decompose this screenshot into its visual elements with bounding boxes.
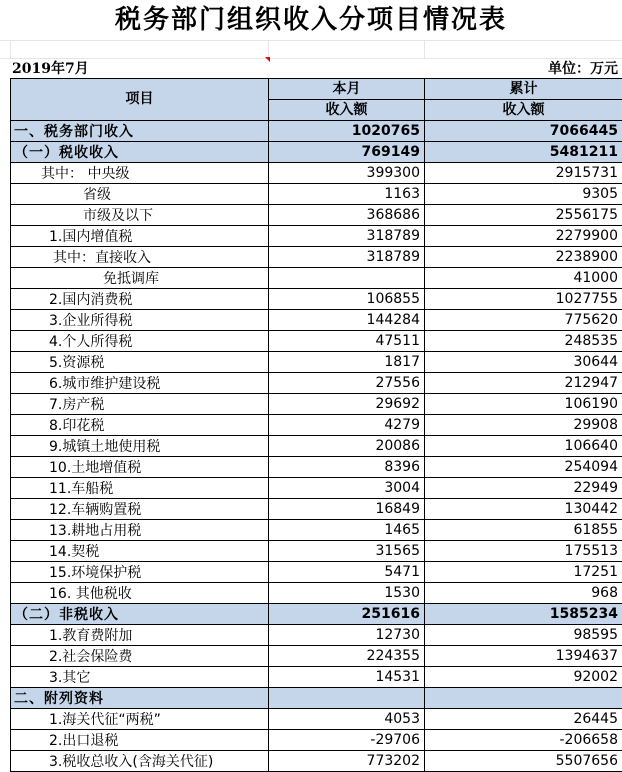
table-row [11,289,622,310]
cumulative-value-cell[interactable]: 175513 [425,541,622,562]
row-label-cell[interactable]: 1.教育费附加 [11,625,269,646]
table-row [11,457,622,478]
cumulative-value-cell[interactable]: 130442 [425,499,622,520]
month-value-cell[interactable]: 27556 [269,373,425,394]
unit-label: 单位：万元 [548,61,618,77]
report-period: 2019年7月 [12,61,89,77]
month-value-cell[interactable]: 144284 [269,310,425,331]
cumulative-value-cell[interactable]: 2556175 [425,205,622,226]
month-value-cell[interactable]: 14531 [269,667,425,688]
row-label-cell[interactable]: 二、附列资料 [11,688,269,709]
month-value-cell[interactable]: 20086 [269,436,425,457]
row-label-cell[interactable]: 12.车辆购置税 [11,499,269,520]
table-row [11,688,622,709]
cumulative-value-cell[interactable]: 254094 [425,457,622,478]
month-value-cell[interactable]: 47511 [269,331,425,352]
table-row [11,520,622,541]
cumulative-value-cell[interactable]: 2915731 [425,163,622,184]
table-row [11,730,622,751]
cumulative-value-cell[interactable]: 106190 [425,394,622,415]
cumulative-value-cell[interactable]: 9305 [425,184,622,205]
cumulative-value-cell[interactable]: 7066445 [425,121,622,142]
cumulative-value-cell[interactable]: 61855 [425,520,622,541]
row-label-cell[interactable]: 7.房产税 [11,394,269,415]
month-value-cell[interactable]: 16849 [269,499,425,520]
table-row [11,751,622,772]
cumulative-value-cell[interactable]: 1585234 [425,604,622,625]
table-row [11,541,622,562]
cumulative-value-cell[interactable]: 968 [425,583,622,604]
table-row [11,205,622,226]
sheet-title: 税务部门组织收入分项目情况表 [114,5,507,35]
row-label-cell[interactable]: 其中：直接收入 [11,247,269,268]
table-row [11,583,622,604]
month-value-cell[interactable]: 769149 [269,142,425,163]
cumulative-value-cell[interactable]: 2279900 [425,226,622,247]
row-label-cell[interactable]: 2.社会保险费 [11,646,269,667]
cumulative-value-cell[interactable]: 17251 [425,562,622,583]
grid-line [10,40,11,59]
month-value-cell[interactable]: 106855 [269,289,425,310]
table-row [11,226,622,247]
table-row [11,373,622,394]
row-label-cell[interactable]: 免抵调库 [11,268,269,289]
month-value-cell[interactable]: 773202 [269,751,425,772]
month-value-cell[interactable] [269,268,425,289]
table-row [11,394,622,415]
cumulative-value-cell[interactable]: 41000 [425,268,622,289]
table-body [11,121,622,772]
row-label-cell[interactable]: 15.环境保护税 [11,562,269,583]
table-row [11,415,622,436]
row-label-cell[interactable]: 14.契税 [11,541,269,562]
cumulative-value-cell[interactable] [425,688,622,709]
table-row [11,247,622,268]
month-value-cell[interactable]: 8396 [269,457,425,478]
month-value-cell[interactable]: 1020765 [269,121,425,142]
month-value-cell[interactable]: 3004 [269,478,425,499]
cumulative-value-cell[interactable]: 5507656 [425,751,622,772]
table-row [11,352,622,373]
table-row [11,436,622,457]
cumulative-value-cell[interactable]: 212947 [425,373,622,394]
cumulative-value-cell[interactable]: 22949 [425,478,622,499]
table-row [11,667,622,688]
month-value-cell[interactable]: -29706 [269,730,425,751]
column-header-item: 项目 [11,79,269,121]
month-value-cell[interactable]: 29692 [269,394,425,415]
month-value-cell[interactable]: 4053 [269,709,425,730]
cumulative-value-cell[interactable]: 29908 [425,415,622,436]
month-value-cell[interactable]: 1163 [269,184,425,205]
month-value-cell[interactable]: 12730 [269,625,425,646]
month-value-cell[interactable]: 1530 [269,583,425,604]
table-row [11,184,622,205]
column-header-cum-bottom: 收入额 [425,100,622,121]
row-label-cell[interactable]: 3.企业所得税 [11,310,269,331]
cumulative-value-cell[interactable]: 1394637 [425,646,622,667]
table-row [11,562,622,583]
row-label-cell[interactable]: 10.土地增值税 [11,457,269,478]
row-label-cell[interactable]: （一）税收收入 [11,142,269,163]
column-header-month-top: 本月 [269,79,425,100]
row-label-cell[interactable]: 一、税务部门收入 [11,121,269,142]
row-label-cell[interactable]: 1.海关代征“两税” [11,709,269,730]
row-label-cell[interactable]: 2.出口退税 [11,730,269,751]
row-label-cell[interactable]: 9.城镇土地使用税 [11,436,269,457]
row-label-cell[interactable]: 16. 其他税收 [11,583,269,604]
table-row [11,163,622,184]
month-value-cell[interactable]: 4279 [269,415,425,436]
month-value-cell[interactable]: 318789 [269,226,425,247]
table-row [11,604,622,625]
table-row [11,478,622,499]
row-label-cell[interactable]: 其中： 中央级 [11,163,269,184]
column-header-month-bottom: 收入额 [269,100,425,121]
row-label-cell[interactable]: （二）非税收入 [11,604,269,625]
cumulative-value-cell[interactable]: 775620 [425,310,622,331]
table-row [11,646,622,667]
month-value-cell[interactable]: 1817 [269,352,425,373]
cumulative-value-cell[interactable]: 1027755 [425,289,622,310]
row-label-cell[interactable]: 市级及以下 [11,205,269,226]
grid-line [0,40,622,41]
cumulative-value-cell[interactable]: 106640 [425,436,622,457]
month-value-cell[interactable]: 31565 [269,541,425,562]
cumulative-value-cell[interactable]: 5481211 [425,142,622,163]
grid-line [424,40,425,59]
cumulative-value-cell[interactable]: 2238900 [425,247,622,268]
table-row [11,331,622,352]
meta-row [0,58,622,76]
month-value-cell[interactable]: 1465 [269,520,425,541]
month-value-cell[interactable]: 224355 [269,646,425,667]
table-row [11,142,622,163]
row-label-cell[interactable]: 1.国内增值税 [11,226,269,247]
row-label-cell[interactable]: 3.税收总收入(含海关代征) [11,751,269,772]
row-label-cell[interactable]: 8.印花税 [11,415,269,436]
table-row [11,625,622,646]
month-value-cell[interactable]: 5471 [269,562,425,583]
row-label-cell[interactable]: 13.耕地占用税 [11,520,269,541]
month-value-cell[interactable]: 251616 [269,604,425,625]
table-row [11,499,622,520]
cumulative-value-cell[interactable]: 98595 [425,625,622,646]
month-value-cell[interactable]: 399300 [269,163,425,184]
row-label-cell[interactable]: 2.国内消费税 [11,289,269,310]
revenue-table [10,78,622,772]
month-value-cell[interactable]: 318789 [269,247,425,268]
month-value-cell[interactable]: 368686 [269,205,425,226]
table-row [11,121,622,142]
column-header-cum-top: 累计 [425,79,622,100]
row-label-cell[interactable]: 5.资源税 [11,352,269,373]
cumulative-value-cell[interactable]: 30644 [425,352,622,373]
row-label-cell[interactable]: 3.其它 [11,667,269,688]
table-row [11,310,622,331]
row-label-cell[interactable]: 4.个人所得税 [11,331,269,352]
row-label-cell[interactable]: 11.车船税 [11,478,269,499]
cumulative-value-cell[interactable]: 92002 [425,667,622,688]
row-label-cell[interactable]: 省级 [11,184,269,205]
table-row [11,268,622,289]
table-header [11,79,622,121]
row-label-cell[interactable]: 6.城市维护建设税 [11,373,269,394]
comment-marker-icon[interactable] [265,57,270,62]
month-value-cell[interactable] [269,688,425,709]
cumulative-value-cell[interactable]: 248535 [425,331,622,352]
cumulative-value-cell[interactable]: -206658 [425,730,622,751]
table-row [11,709,622,730]
cumulative-value-cell[interactable]: 26445 [425,709,622,730]
